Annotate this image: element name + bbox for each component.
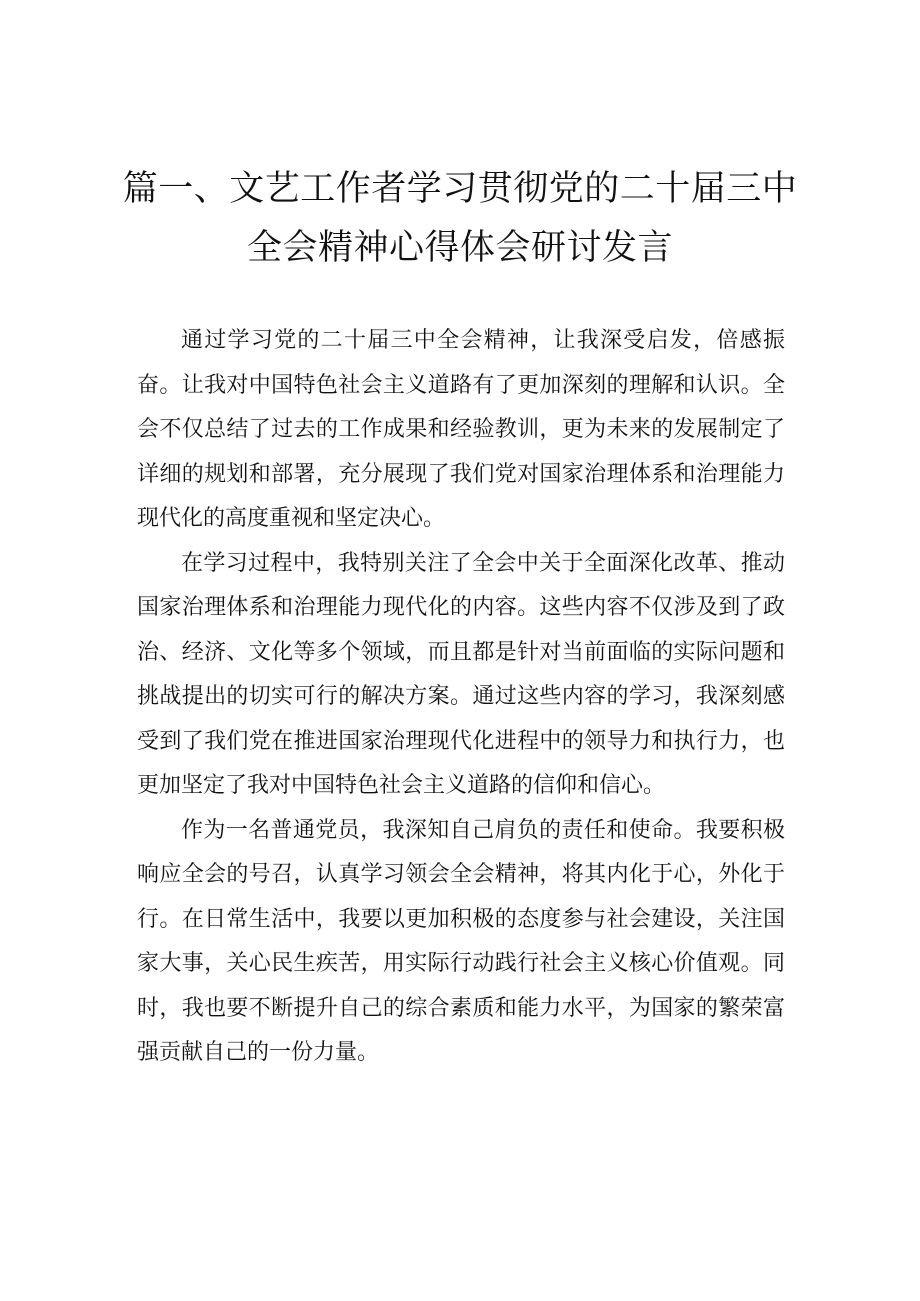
document-title	[100, 160, 820, 278]
paragraph-2: 在学习过程中，我特别关注了全会中关于全面深化改革、推动国家治理体系和治理能力现代化的内容。这些内容不仅涉及到了政治、经济、文化等多个领域，而且都是针对当前面临的实际问题和挑战提出的切实可行的解决方案。通过这些内容的学习，我深刻感受到了我们党在推进国家治理现代化进程中的领导力和执行力，也更加坚定了我对中国特色社会主义道路的信仰和信心。	[137, 550, 785, 798]
title-line-1: 篇一、文艺工作者学习贯彻党的二十届三中	[122, 169, 798, 209]
document-body	[137, 319, 785, 1076]
paragraph-1: 通过学习党的二十届三中全会精神，让我深受启发，倍感振奋。让我对中国特色社会主义道路有了更加深刻的理解和认识。全会不仅总结了过去的工作成果和经验教训，更为未来的发展制定了详细的规划和部署，充分展现了我们党对国家治理体系和治理能力现代化的高度重视和坚定决心。	[137, 328, 785, 531]
paragraph-3: 作为一名普通党员，我深知自己肩负的责任和使命。我要积极响应全会的号召，认真学习领会全会精神，将其内化于心，外化于行。在日常生活中，我要以更加积极的态度参与社会建设，关注国家大事，关心民生疾苦，用实际行动践行社会主义核心价值观。同时，我也要不断提升自己的综合素质和能力水平，为国家的繁荣富强贡献自己的一份力量。	[137, 817, 785, 1065]
title-line-2: 全会精神心得体会研讨发言	[246, 228, 673, 268]
